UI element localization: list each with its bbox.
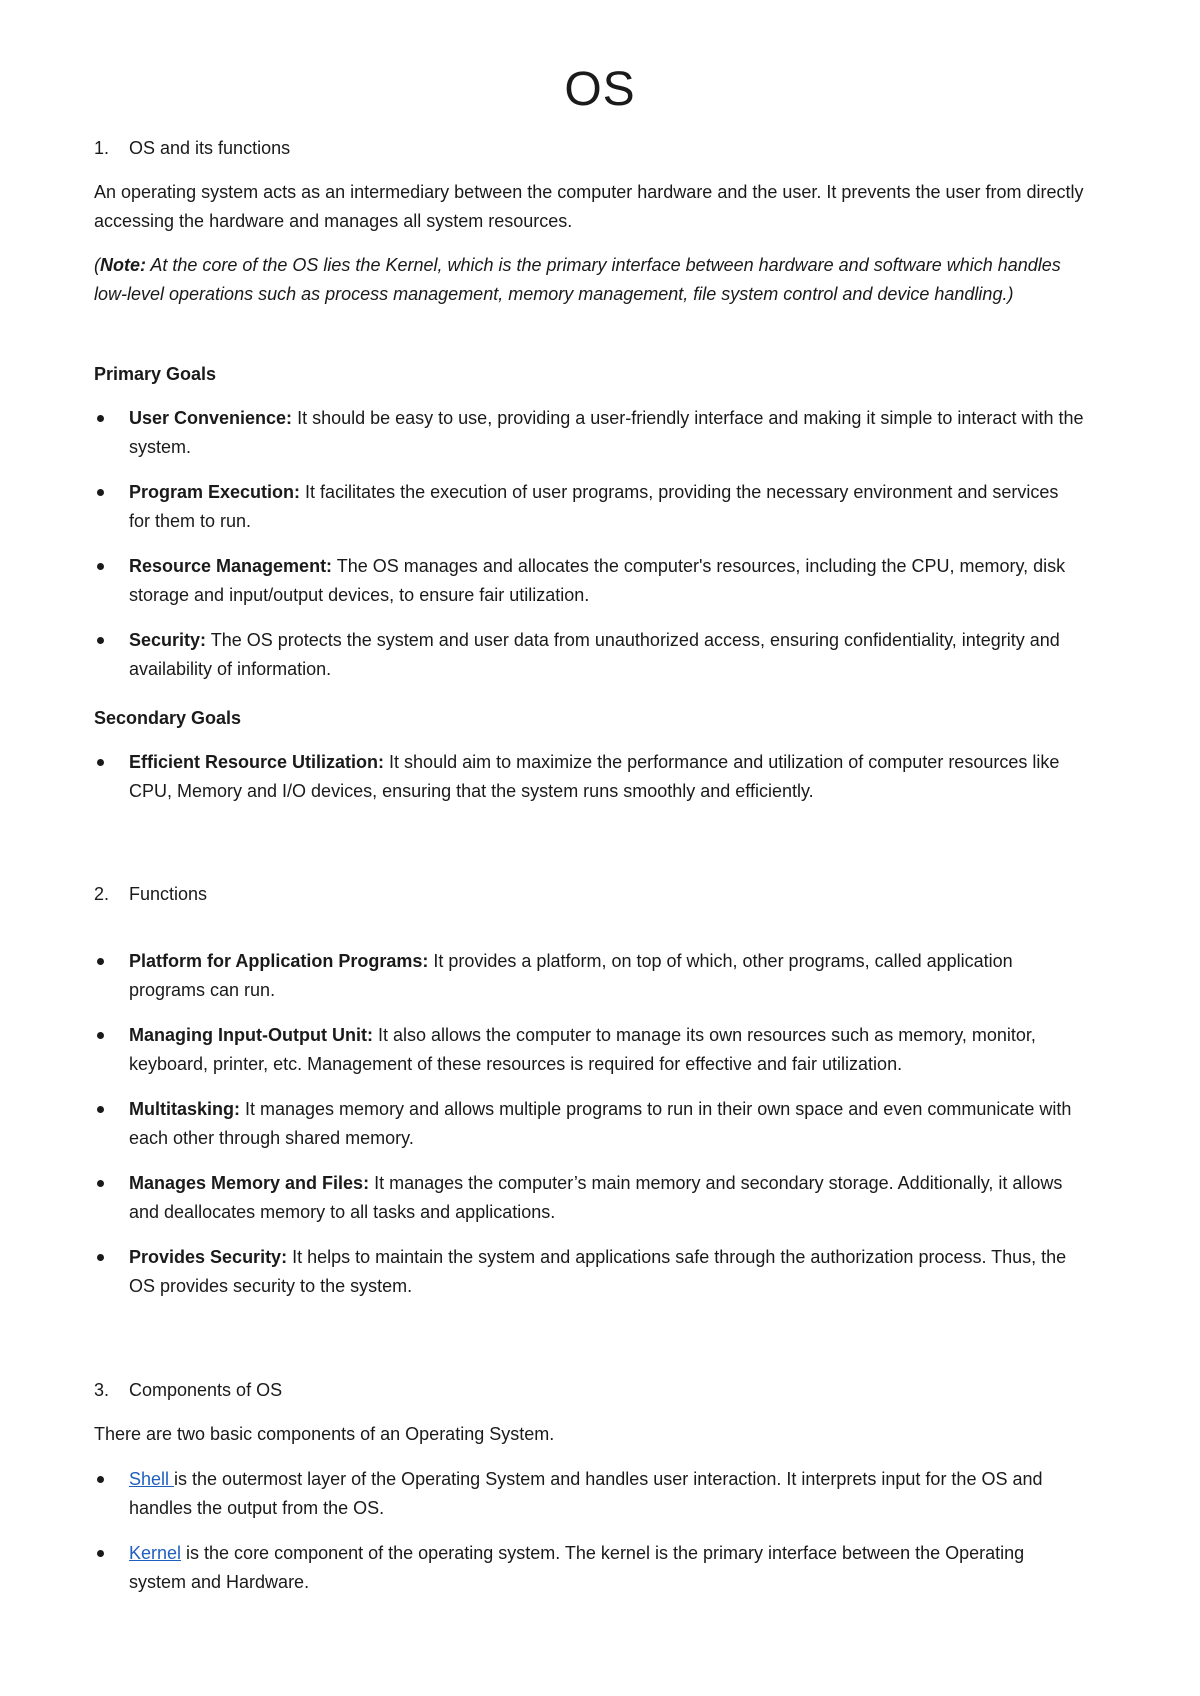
list-item — [94, 626, 1084, 684]
item-text: It manages the computer’s main memory and secondary storage. Additionally, it allows and deallocates memory to all tasks and applications. — [129, 1173, 1063, 1222]
kernel-note — [94, 251, 1084, 309]
list-item — [94, 404, 1084, 462]
section-2-title: Functions — [129, 884, 208, 904]
item-text: It helps to maintain the system and applications safe through the authorization process. Thus, the OS provides security to the system. — [129, 1247, 1067, 1296]
bullet-icon — [97, 415, 104, 422]
bullet-icon — [97, 1180, 104, 1187]
section-3-title: Components of OS — [129, 1380, 283, 1400]
item-text: It also allows the computer to manage its own resources such as memory, monitor, keyboard, printer, etc. Management of these resources is required for effective and fair utilization. — [129, 1025, 1036, 1074]
list-item — [94, 748, 1084, 806]
shell-link[interactable]: Shell — [129, 1469, 175, 1489]
section-2-heading — [94, 880, 1084, 909]
item-label: Platform for Application Programs: — [129, 951, 429, 971]
section-2-number: 2. — [94, 884, 110, 904]
bullet-icon — [97, 563, 104, 570]
note-open: ( — [94, 255, 100, 275]
primary-goals-list — [94, 404, 1084, 684]
bullet-icon — [97, 1106, 104, 1113]
secondary-goals-heading: Secondary Goals — [94, 708, 242, 728]
list-item — [94, 1169, 1084, 1227]
bullet-icon — [97, 759, 104, 766]
note-label: Note: — [100, 255, 146, 275]
components-list — [94, 1465, 1084, 1597]
section-1-title: OS and its functions — [129, 138, 291, 158]
item-text: It provides a platform, on top of which, other programs, called application programs can run. — [129, 951, 1013, 1000]
document-title: OS — [564, 63, 636, 116]
primary-goals-heading: Primary Goals — [94, 364, 217, 384]
list-item — [94, 478, 1084, 536]
list-item — [94, 947, 1084, 1005]
section-1-number: 1. — [94, 138, 110, 158]
functions-list — [94, 947, 1084, 1301]
item-label: Managing Input-Output Unit: — [129, 1025, 373, 1045]
item-label: User Convenience: — [129, 408, 293, 428]
item-label: Program Execution: — [129, 482, 301, 502]
section-1-intro: An operating system acts as an intermediary between the computer hardware and the user. It prevents the user from directly accessing the hardware and manages all system resources. — [94, 182, 1084, 231]
list-item — [94, 1021, 1084, 1079]
section-1-heading — [94, 134, 1084, 163]
item-text: It facilitates the execution of user programs, providing the necessary environment and services for them to run. — [129, 482, 1059, 531]
item-label: Provides Security: — [129, 1247, 288, 1267]
list-item — [94, 1243, 1084, 1301]
item-text: is the core component of the operating system. The kernel is the primary interface between the Operating system and Hardware. — [129, 1543, 1025, 1592]
item-text: It should be easy to use, providing a user-friendly interface and making it simple to interact with the system. — [129, 408, 1084, 457]
bullet-icon — [97, 1254, 104, 1261]
bullet-icon — [97, 1476, 104, 1483]
list-item — [94, 552, 1084, 610]
kernel-link[interactable]: Kernel — [129, 1543, 182, 1563]
item-text: is the outermost layer of the Operating System and handles user interaction. It interprets input for the OS and handles the output from the OS. — [129, 1469, 1043, 1518]
item-text: It should aim to maximize the performance and utilization of computer resources like CPU, Memory and I/O devices, ensuring that the system runs smoothly and efficiently. — [129, 752, 1060, 801]
item-label: Efficient Resource Utilization: — [129, 752, 385, 772]
item-label: Manages Memory and Files: — [129, 1173, 370, 1193]
list-item — [94, 1095, 1084, 1153]
section-3-intro: There are two basic components of an Operating System. — [94, 1424, 555, 1444]
note-close: ) — [1007, 284, 1014, 304]
item-text: It manages memory and allows multiple programs to run in their own space and even communicate with each other through shared memory. — [129, 1099, 1072, 1148]
list-item — [94, 1465, 1084, 1523]
item-label: Resource Management: — [129, 556, 333, 576]
bullet-icon — [97, 489, 104, 496]
item-text: The OS manages and allocates the computer's resources, including the CPU, memory, disk storage and input/output devices, to ensure fair utilization. — [129, 556, 1066, 605]
bullet-icon — [97, 1032, 104, 1039]
bullet-icon — [97, 637, 104, 644]
secondary-goals-list — [94, 748, 1084, 806]
section-3-number: 3. — [94, 1380, 110, 1400]
bullet-icon — [97, 958, 104, 965]
section-3-heading — [94, 1376, 1084, 1405]
list-item — [94, 1539, 1084, 1597]
note-text: At the core of the OS lies the Kernel, which is the primary interface between hardware and software which handles low-level operations such as process management, memory management, file system control and device handling. — [94, 255, 1061, 304]
item-label: Multitasking: — [129, 1099, 240, 1119]
item-text: The OS protects the system and user data from unauthorized access, ensuring confidentiality, integrity and availability of information. — [129, 630, 1060, 679]
bullet-icon — [97, 1550, 104, 1557]
item-label: Security: — [129, 630, 207, 650]
